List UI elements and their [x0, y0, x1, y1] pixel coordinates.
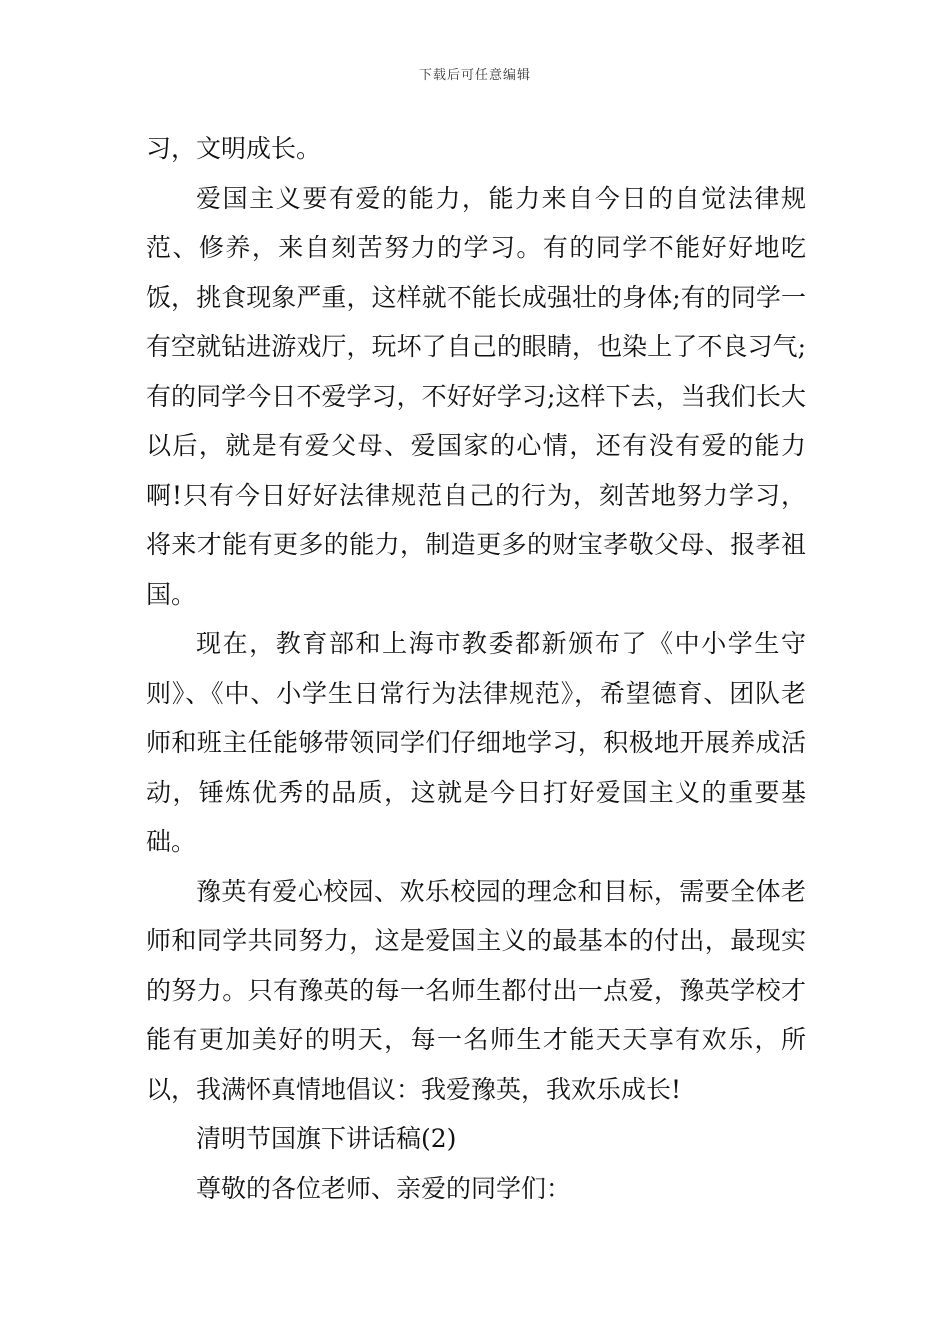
section-title: 清明节国旗下讲话稿(2)	[196, 1124, 457, 1153]
page-header: 下载后可任意编辑	[418, 68, 531, 83]
paragraph-yuying-school: 豫英有爱心校园、欢乐校园的理念和目标，需要全体老师和同学共同努力，这是爱国主义的最基本的付出，最现实的努力。只有豫英的每一名师生都付出一点爱，豫英学校才能有更加美好的明天，每一名师生才能天天享有欢乐，所以，我满怀真情地倡议：我爱豫英，我欢乐成长!	[146, 876, 806, 1104]
salutation: 尊敬的各位老师、亲爱的同学们：	[196, 1173, 572, 1203]
paragraph-continuation: 习，文明成长。	[146, 134, 322, 163]
paragraph-patriotism-ability: 爱国主义要有爱的能力，能力来自今日的自觉法律规范、修养，来自刻苦努力的学习。有的同学不能好好地吃饭，挑食现象严重，这样就不能长成强壮的身体;有的同学一有空就钻进游戏厅，玩坏了自己的眼睛，也染上了不良习气;有的同学今日不爱学习，不好好学习;这样下去，当我们长大以后，就是有爱父母、爱国家的心情，还有没有爱的能力啊!只有今日好好法律规范自己的行为，刻苦地努力学习，将来才能有更多的能力，制造更多的财宝孝敬父母、报孝祖国。	[146, 183, 806, 609]
document-body	[146, 124, 806, 1213]
paragraph-education-rules: 现在，教育部和上海市教委都新颁布了《中小学生守则》、《中、小学生日常行为法律规范》，希望德育、团队老师和班主任能够带领同学们仔细地学习，积极地开展养成活动，锤炼优秀的品质，这就是今日打好爱国主义的重要基础。	[146, 629, 806, 856]
